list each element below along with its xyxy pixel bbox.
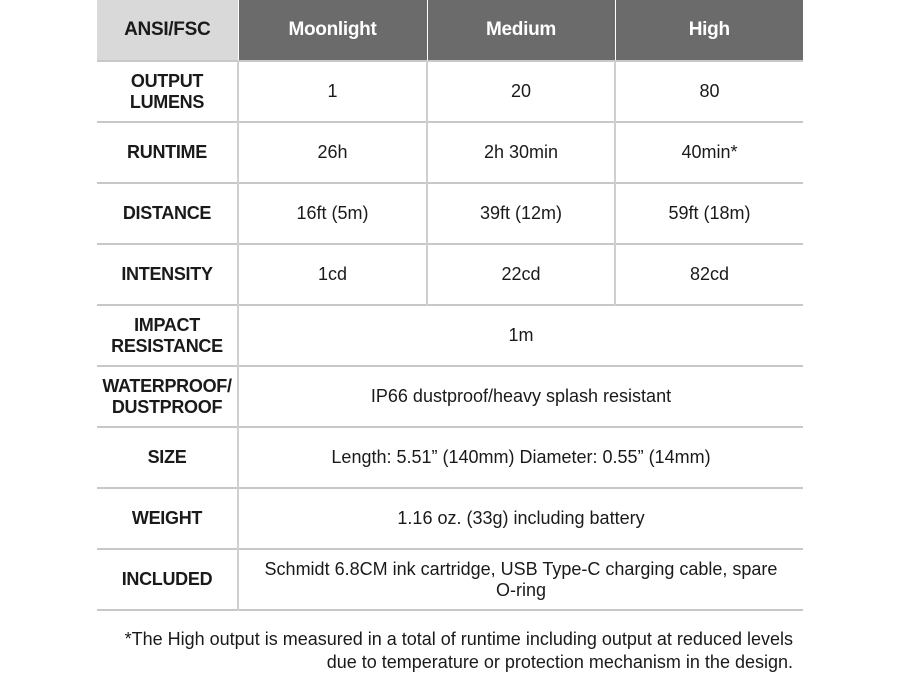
cell-weight: 1.16 oz. (33g) including battery — [397, 508, 645, 528]
cell-intensity-medium: 22cd — [427, 244, 615, 305]
row-label-intensity: INTENSITY — [97, 244, 238, 305]
cell-distance-medium: 39ft (12m) — [427, 183, 615, 244]
cell-included: Schmidt 6.8CM ink cartridge, USB Type-C charging cable, spare O-ring — [264, 558, 778, 600]
cell-output-moonlight: 1 — [327, 81, 338, 101]
row-runtime — [97, 122, 803, 183]
row-waterproof — [97, 366, 803, 427]
cell-intensity-moonlight: 1cd — [317, 264, 348, 284]
row-label-output-lumens: OUTPUT LUMENS — [97, 61, 238, 122]
row-size — [97, 427, 803, 488]
header-mode-medium: Medium — [427, 0, 615, 61]
cell-intensity-high: 82cd — [615, 244, 803, 305]
header-corner-cell: ANSI/FSC — [97, 0, 238, 61]
row-included — [97, 549, 803, 610]
row-impact-resistance — [97, 305, 803, 366]
row-label-runtime: RUNTIME — [97, 122, 238, 183]
spec-table — [97, 0, 803, 611]
table-header — [97, 0, 803, 61]
row-label-included: INCLUDED — [97, 549, 238, 610]
cell-impact-resistance: 1m — [508, 325, 534, 345]
footnote: *The High output is measured in a total of runtime including output at reduced levels due to temperature or protection mechanism in the design. — [124, 629, 793, 672]
cell-waterproof: IP66 dustproof/heavy splash resistant — [370, 386, 672, 406]
row-distance — [97, 183, 803, 244]
table-body — [97, 61, 803, 610]
row-output-lumens — [97, 61, 803, 122]
row-intensity — [97, 244, 803, 305]
cell-runtime-medium: 2h 30min — [427, 122, 615, 183]
cell-output-medium: 20 — [427, 61, 615, 122]
cell-runtime-high: 40min* — [615, 122, 803, 183]
cell-distance-high: 59ft (18m) — [615, 183, 803, 244]
header-mode-high: High — [615, 0, 803, 61]
row-weight — [97, 488, 803, 549]
row-label-impact-resistance: IMPACT RESISTANCE — [97, 305, 238, 366]
row-label-waterproof: WATERPROOF/ DUSTPROOF — [97, 366, 238, 427]
cell-distance-moonlight: 16ft (5m) — [296, 203, 369, 223]
row-label-weight: WEIGHT — [97, 488, 238, 549]
header-row — [97, 0, 803, 61]
cell-size: Length: 5.51” (140mm) Diameter: 0.55” (14mm) — [331, 447, 711, 467]
cell-runtime-moonlight: 26h — [317, 142, 348, 162]
header-mode-moonlight: Moonlight — [238, 0, 427, 61]
row-label-distance: DISTANCE — [97, 183, 238, 244]
cell-output-high: 80 — [615, 61, 803, 122]
row-label-size: SIZE — [97, 427, 238, 488]
